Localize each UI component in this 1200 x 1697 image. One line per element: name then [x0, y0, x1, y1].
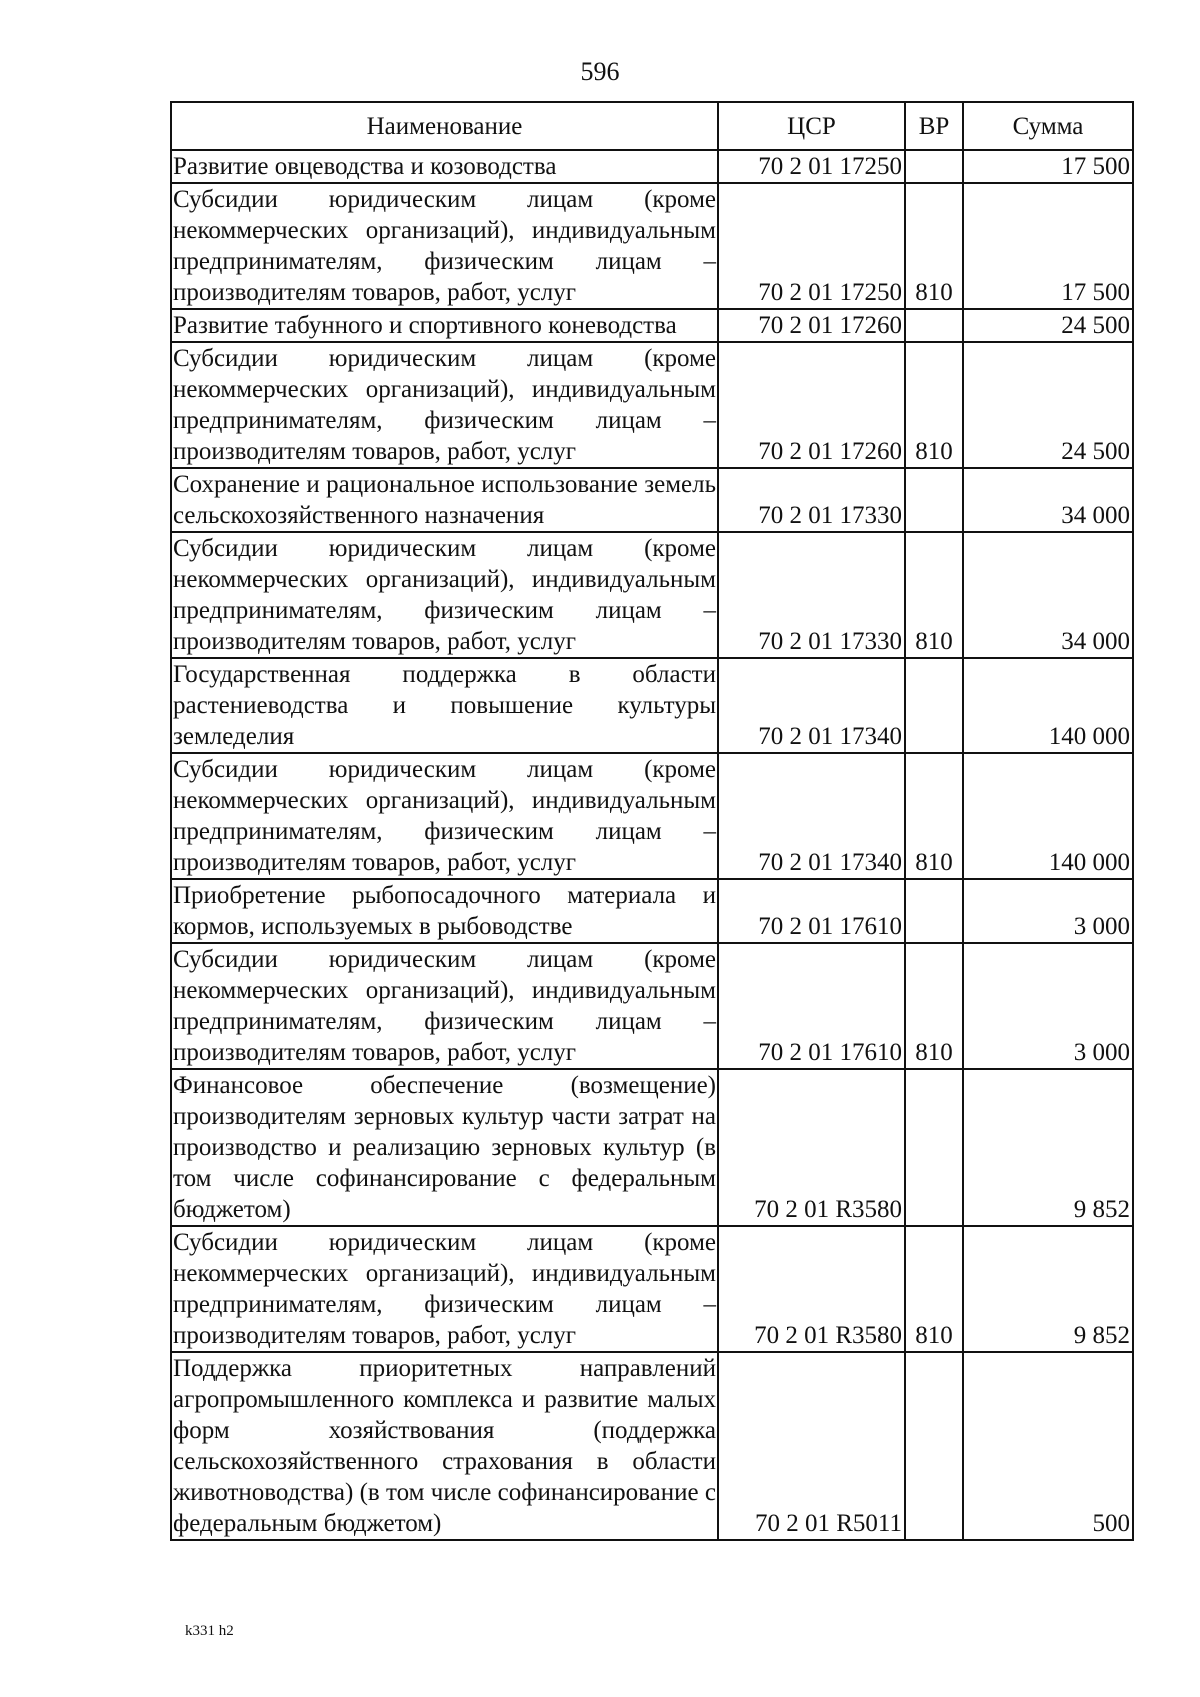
row-vr — [905, 150, 963, 183]
table-row — [171, 532, 1133, 658]
row-name: Субсидии юридическим лицам (кроме некоммерческих организаций), индивидуальным предпринимателям, физическим лицам – производителям товаров, работ, услуг — [171, 1226, 718, 1352]
row-vr: 810 — [905, 532, 963, 658]
row-name: Субсидии юридическим лицам (кроме некоммерческих организаций), индивидуальным предпринимателям, физическим лицам – производителям товаров, работ, услуг — [171, 532, 718, 658]
row-name: Развитие овцеводства и козоводства — [171, 150, 718, 183]
row-sum: 3 000 — [963, 943, 1133, 1069]
row-vr: 810 — [905, 342, 963, 468]
row-name: Субсидии юридическим лицам (кроме некоммерческих организаций), индивидуальным предпринимателям, физическим лицам – производителям товаров, работ, услуг — [171, 943, 718, 1069]
row-sum: 17 500 — [963, 183, 1133, 309]
row-sum: 34 000 — [963, 532, 1133, 658]
row-csr: 70 2 01 17260 — [718, 342, 905, 468]
row-sum: 140 000 — [963, 658, 1133, 753]
table-row — [171, 753, 1133, 879]
row-vr: 810 — [905, 943, 963, 1069]
row-sum: 140 000 — [963, 753, 1133, 879]
row-sum: 9 852 — [963, 1226, 1133, 1352]
row-name: Субсидии юридическим лицам (кроме некоммерческих организаций), индивидуальным предпринимателям, физическим лицам – производителям товаров, работ, услуг — [171, 183, 718, 309]
row-name: Приобретение рыбопосадочного материала и кормов, используемых в рыбоводстве — [171, 879, 718, 943]
table-row — [171, 150, 1133, 183]
row-vr: 810 — [905, 183, 963, 309]
row-csr: 70 2 01 17250 — [718, 183, 905, 309]
row-name: Поддержка приоритетных направлений агропромышленного комплекса и развитие малых форм хозяйствования (поддержка сельскохозяйственного страхования в области животноводства) (в том числе софинансирование с федеральным бюджетом) — [171, 1352, 718, 1540]
row-csr: 70 2 01 17250 — [718, 150, 905, 183]
budget-table — [170, 101, 1134, 1541]
header-name: Наименование — [171, 102, 718, 150]
row-vr: 810 — [905, 753, 963, 879]
row-csr: 70 2 01 17610 — [718, 943, 905, 1069]
row-sum: 17 500 — [963, 150, 1133, 183]
row-vr: 810 — [905, 1226, 963, 1352]
table-row — [171, 879, 1133, 943]
row-vr — [905, 658, 963, 753]
row-name: Государственная поддержка в области растениеводства и повышение культуры земледелия — [171, 658, 718, 753]
table-row — [171, 658, 1133, 753]
document-code: k331 h2 — [185, 1623, 234, 1639]
row-vr — [905, 1352, 963, 1540]
row-csr: 70 2 01 R5011 — [718, 1352, 905, 1540]
header-vr: ВР — [905, 102, 963, 150]
table-row — [171, 1352, 1133, 1540]
row-csr: 70 2 01 17340 — [718, 753, 905, 879]
row-name: Субсидии юридическим лицам (кроме некоммерческих организаций), индивидуальным предпринимателям, физическим лицам – производителям товаров, работ, услуг — [171, 753, 718, 879]
row-csr: 70 2 01 17330 — [718, 468, 905, 532]
table-row — [171, 1226, 1133, 1352]
header-csr: ЦСР — [718, 102, 905, 150]
row-sum: 34 000 — [963, 468, 1133, 532]
row-sum: 500 — [963, 1352, 1133, 1540]
row-name: Развитие табунного и спортивного коневодства — [171, 309, 718, 342]
table-row — [171, 309, 1133, 342]
table-row — [171, 1069, 1133, 1226]
row-csr: 70 2 01 R3580 — [718, 1226, 905, 1352]
table-header-row — [171, 102, 1133, 150]
row-csr: 70 2 01 R3580 — [718, 1069, 905, 1226]
row-csr: 70 2 01 17330 — [718, 532, 905, 658]
row-vr — [905, 879, 963, 943]
table-row — [171, 183, 1133, 309]
row-sum: 24 500 — [963, 342, 1133, 468]
table-row — [171, 468, 1133, 532]
table-row — [171, 943, 1133, 1069]
row-csr: 70 2 01 17260 — [718, 309, 905, 342]
row-name: Субсидии юридическим лицам (кроме некоммерческих организаций), индивидуальным предпринимателям, физическим лицам – производителям товаров, работ, услуг — [171, 342, 718, 468]
row-csr: 70 2 01 17340 — [718, 658, 905, 753]
row-name: Сохранение и рациональное использование земель сельскохозяйственного назначения — [171, 468, 718, 532]
row-csr: 70 2 01 17610 — [718, 879, 905, 943]
row-sum: 3 000 — [963, 879, 1133, 943]
page-number: 596 — [580, 57, 620, 86]
row-vr — [905, 309, 963, 342]
row-name: Финансовое обеспечение (возмещение) производителям зерновых культур части затрат на производство и реализацию зерновых культур (в том числе софинансирование с федеральным бюджетом) — [171, 1069, 718, 1226]
header-sum: Сумма — [963, 102, 1133, 150]
row-sum: 9 852 — [963, 1069, 1133, 1226]
row-vr — [905, 468, 963, 532]
table-row — [171, 342, 1133, 468]
row-vr — [905, 1069, 963, 1226]
row-sum: 24 500 — [963, 309, 1133, 342]
